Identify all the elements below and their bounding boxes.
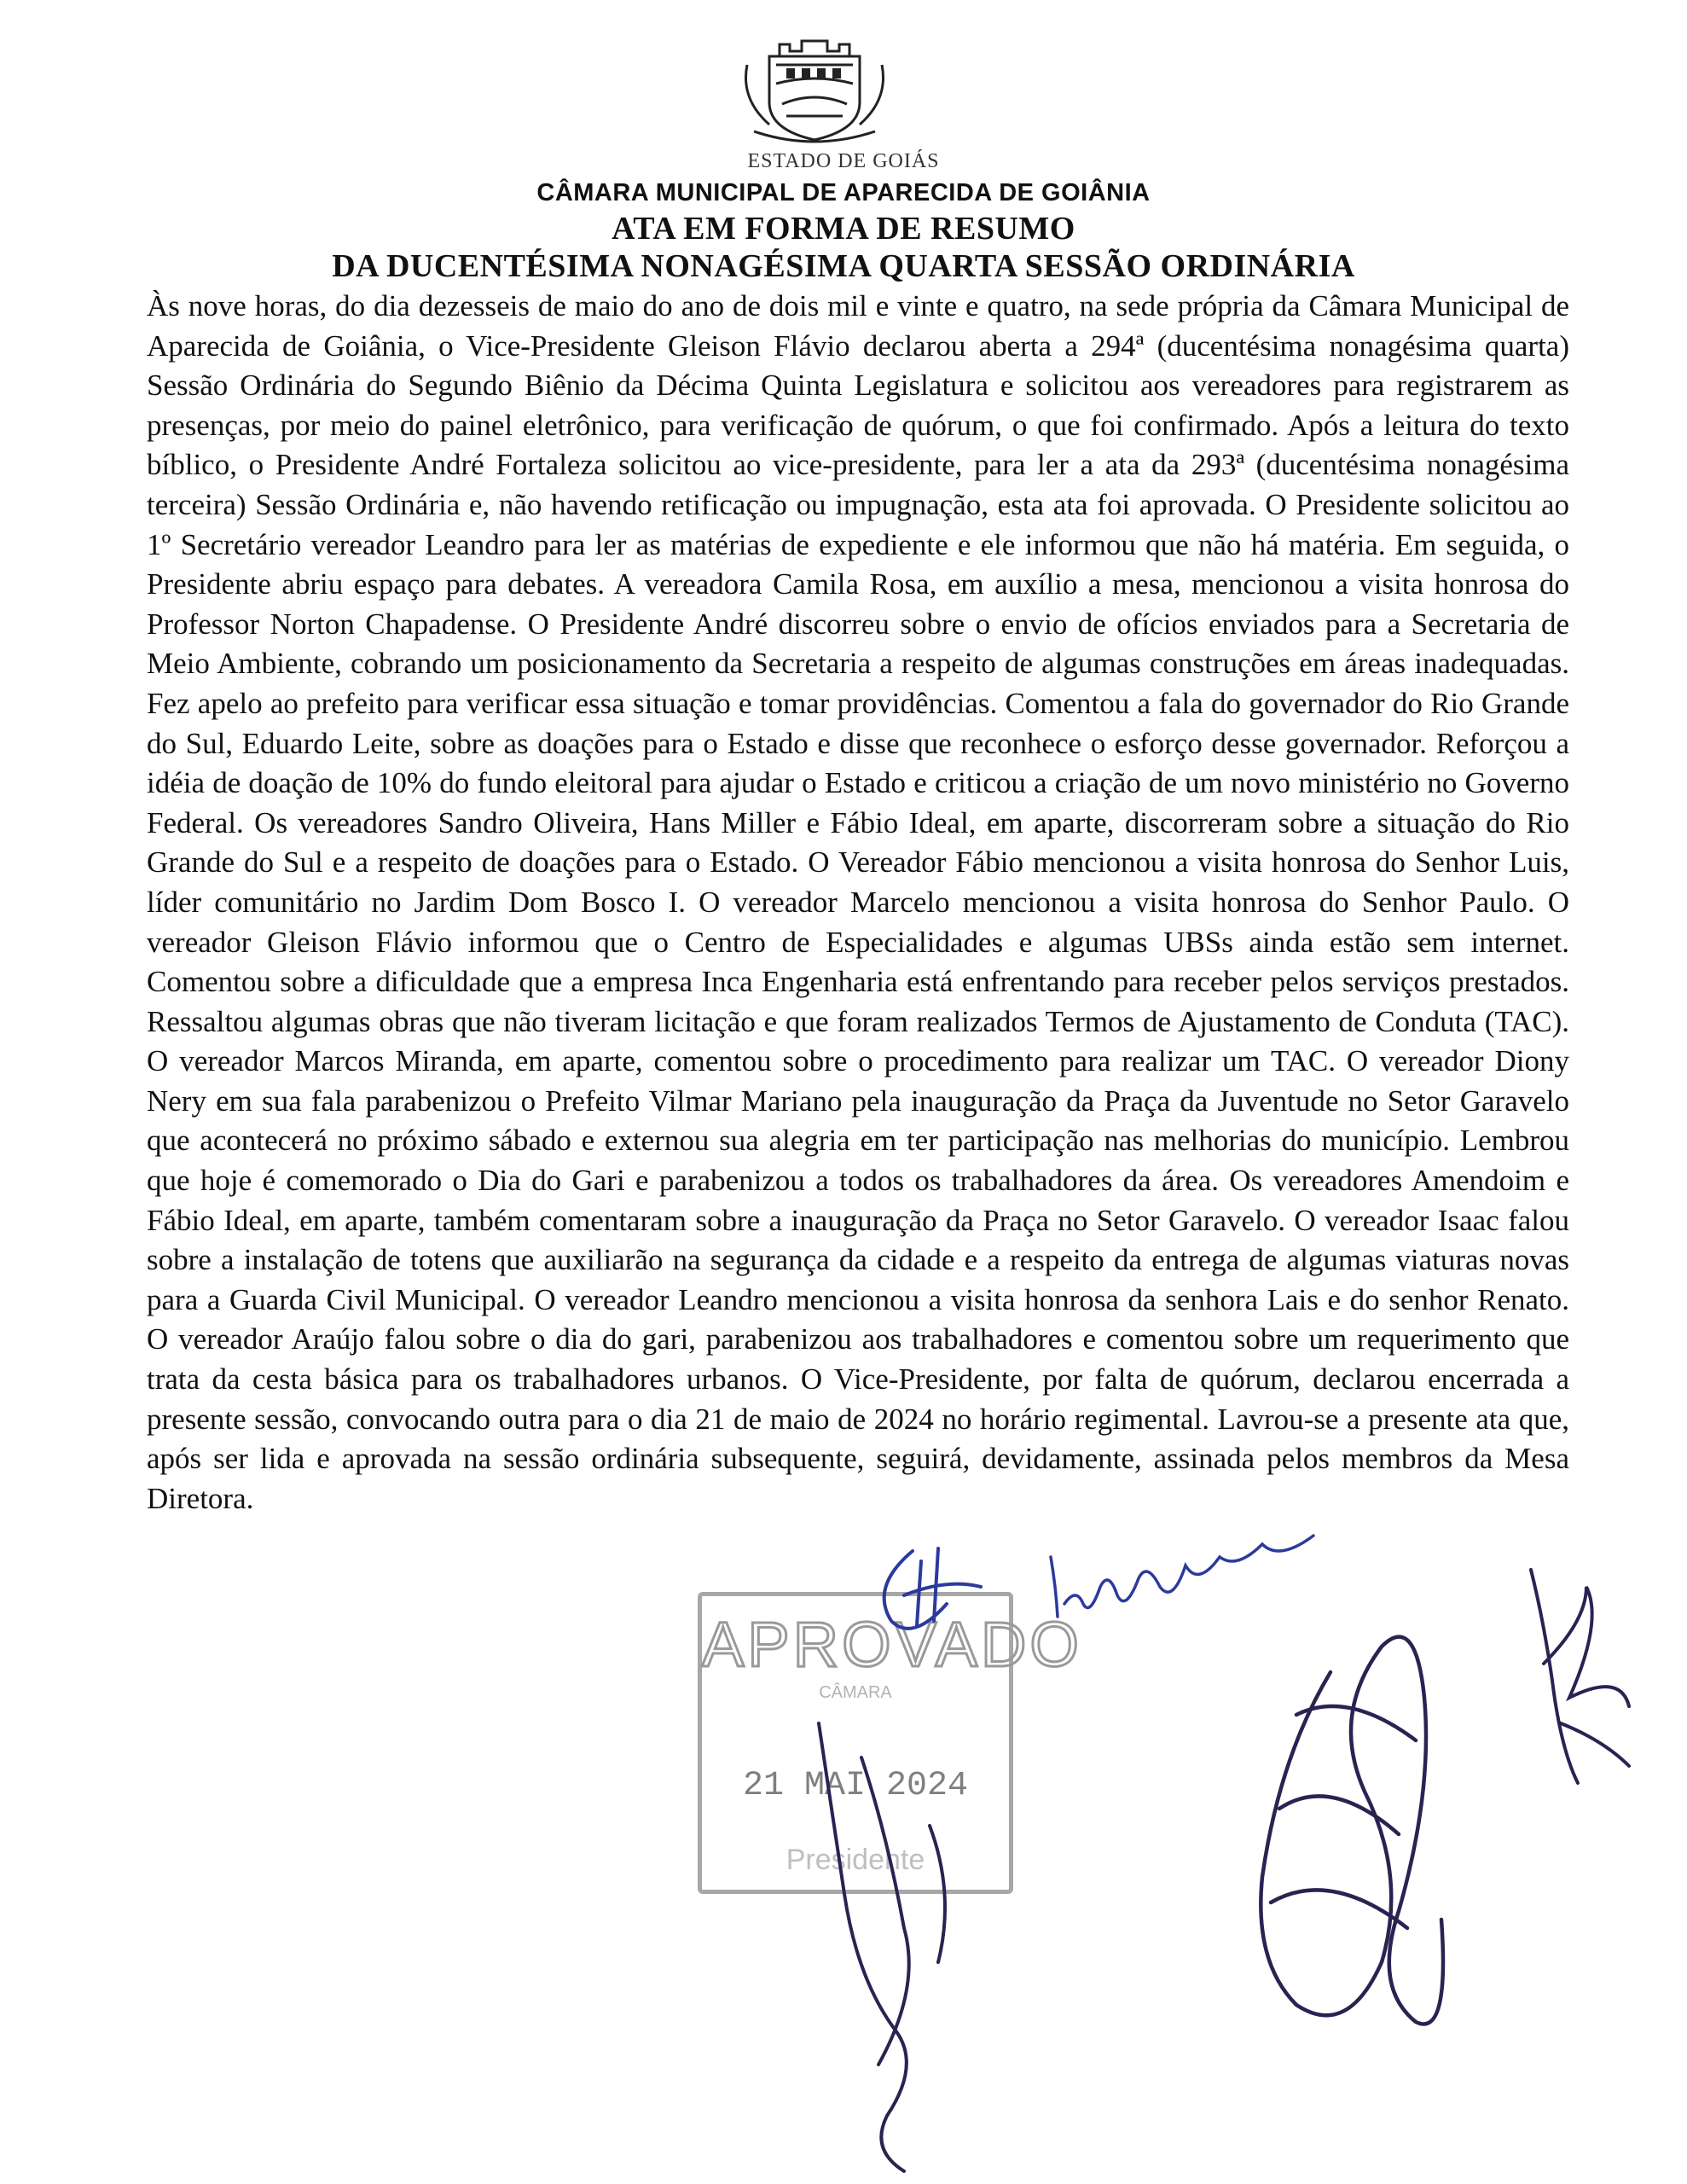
document-title-line1: ATA EM FORMA DE RESUMO — [612, 211, 1075, 247]
coat-of-arms-emblem — [735, 31, 894, 147]
chamber-heading: CÂMARA MUNICIPAL DE APARECIDA DE GOIÂNIA — [536, 179, 1151, 206]
stamp-date: 21 MAI 2024 — [742, 1767, 969, 1805]
signature-right — [1531, 1570, 1629, 1783]
signature-large-scribble — [1261, 1637, 1443, 2024]
approval-stamp — [698, 1592, 1082, 1894]
stamp-subtitle: CÂMARA — [819, 1683, 892, 1702]
minutes-body-paragraph: Às nove horas, do dia dezesseis de maio do ano de dois mil e vinte e quatro, na sede própria da Câmara Municipal de Aparecida de Goiânia, o Vice-Presidente Gleison Flávio declarou aberta a 294ª (ducentésima nonagésima quarta) Sessão Ordinária do Segundo Biênio da Décima Quinta Legislatura e solicitou aos vereadores para registrarem as presenças, por meio do painel eletrônico, para verificação de quórum, o que foi confirmado. Após a leitura do texto bíblico, o Presidente André Fortaleza solicitou ao vice-presidente, para ler a ata da 293ª (ducentésima nonagésima terceira) Sessão Ordinária e, não havendo retificação ou impugnação, esta ata foi aprovada. O Presidente solicitou ao 1º Secretário vereador Leandro para ler as matérias de expediente e ele informou que não há matéria. Em seguida, o Presidente abriu espaço para debates. A vereadora Camila Rosa, em auxílio a mesa, mencionou a visita honrosa do Professor Norton Chapadense. O Presidente André discorreu sobre o envio de ofícios enviados para a Secretaria de Meio Ambiente, cobrando um posicionamento da Secretaria a respeito de algumas construções em áreas inadequadas. Fez apelo ao prefeito para verificar essa situação e tomar providências. Comentou a fala do governador do Rio Grande do Sul, Eduardo Leite, sobre as doações para o Estado e disse que reconhece o esforço desse governador. Reforçou a idéia de doação de 10% do fundo eleitoral para ajudar o Estado e criticou a criação de um novo ministério no Governo Federal. Os vereadores Sandro Oliveira, Hans Miller e Fábio Ideal, em aparte, discorreram sobre a situação do Rio Grande do Sul e a respeito de doações para o Estado. O Vereador Fábio mencionou a visita honrosa do Senhor Luis, líder comunitário no Jardim Dom Bosco I. O vereador Marcelo mencionou a visita honrosa do Senhor Paulo. O vereador Gleison Flávio informou que o Centro de Especialidades e algumas UBSs ainda estão sem internet. Comentou sobre a dificuldade que a empresa Inca Engenharia está enfrentando para receber pelos serviços prestados. Ressaltou algumas obras que não tiveram licitação e que foram realizados Termos de Ajustamento de Conduta (TAC). O vereador Marcos Miranda, em aparte, comentou sobre o procedimento para realizar um TAC. O vereador Diony Nery em sua fala parabenizou o Prefeito Vilmar Mariano pela inauguração da Praça da Juventude no Setor Garavelo que acontecerá no próximo sábado e externou sua alegria em ter participação nas melhorias do município. Lembrou que hoje é comemorado o Dia do Gari e parabenizou a todos os trabalhadores da área. Os vereadores Amendoim e Fábio Ideal, em aparte, também comentaram sobre a inauguração da Praça no Setor Garavelo. O vereador Isaac falou sobre a instalação de totens que auxiliarão na segurança da cidade e a respeito da entrega de algumas viaturas novas para a Guarda Civil Municipal. O vereador Leandro mencionou a visita honrosa da senhora Lais e do senhor Renato. O vereador Araújo falou sobre o dia do gari, parabenizou aos trabalhadores e comentou sobre um requerimento que trata da cesta básica para os trabalhadores urbanos. O Vice-Presidente, por falta de quórum, declarou encerrada a presente sessão, convocando outra para o dia 21 de maio de 2024 no horário regimental. Lavrou-se a presente ata que, após ser lida e aprovada na sessão ordinária subsequente, seguirá, devidamente, assinada pelos membros da Mesa Diretora. — [147, 289, 1569, 1515]
signature-blue — [1051, 1536, 1313, 1617]
document-title-line2: DA DUCENTÉSIMA NONAGÉSIMA QUARTA SESSÃO ORDINÁRIA — [332, 248, 1355, 284]
stamp-title: APROVADO — [702, 1609, 1082, 1680]
stamp-role: Presidente — [786, 1844, 925, 1876]
state-heading: ESTADO DE GOIÁS — [747, 150, 940, 172]
